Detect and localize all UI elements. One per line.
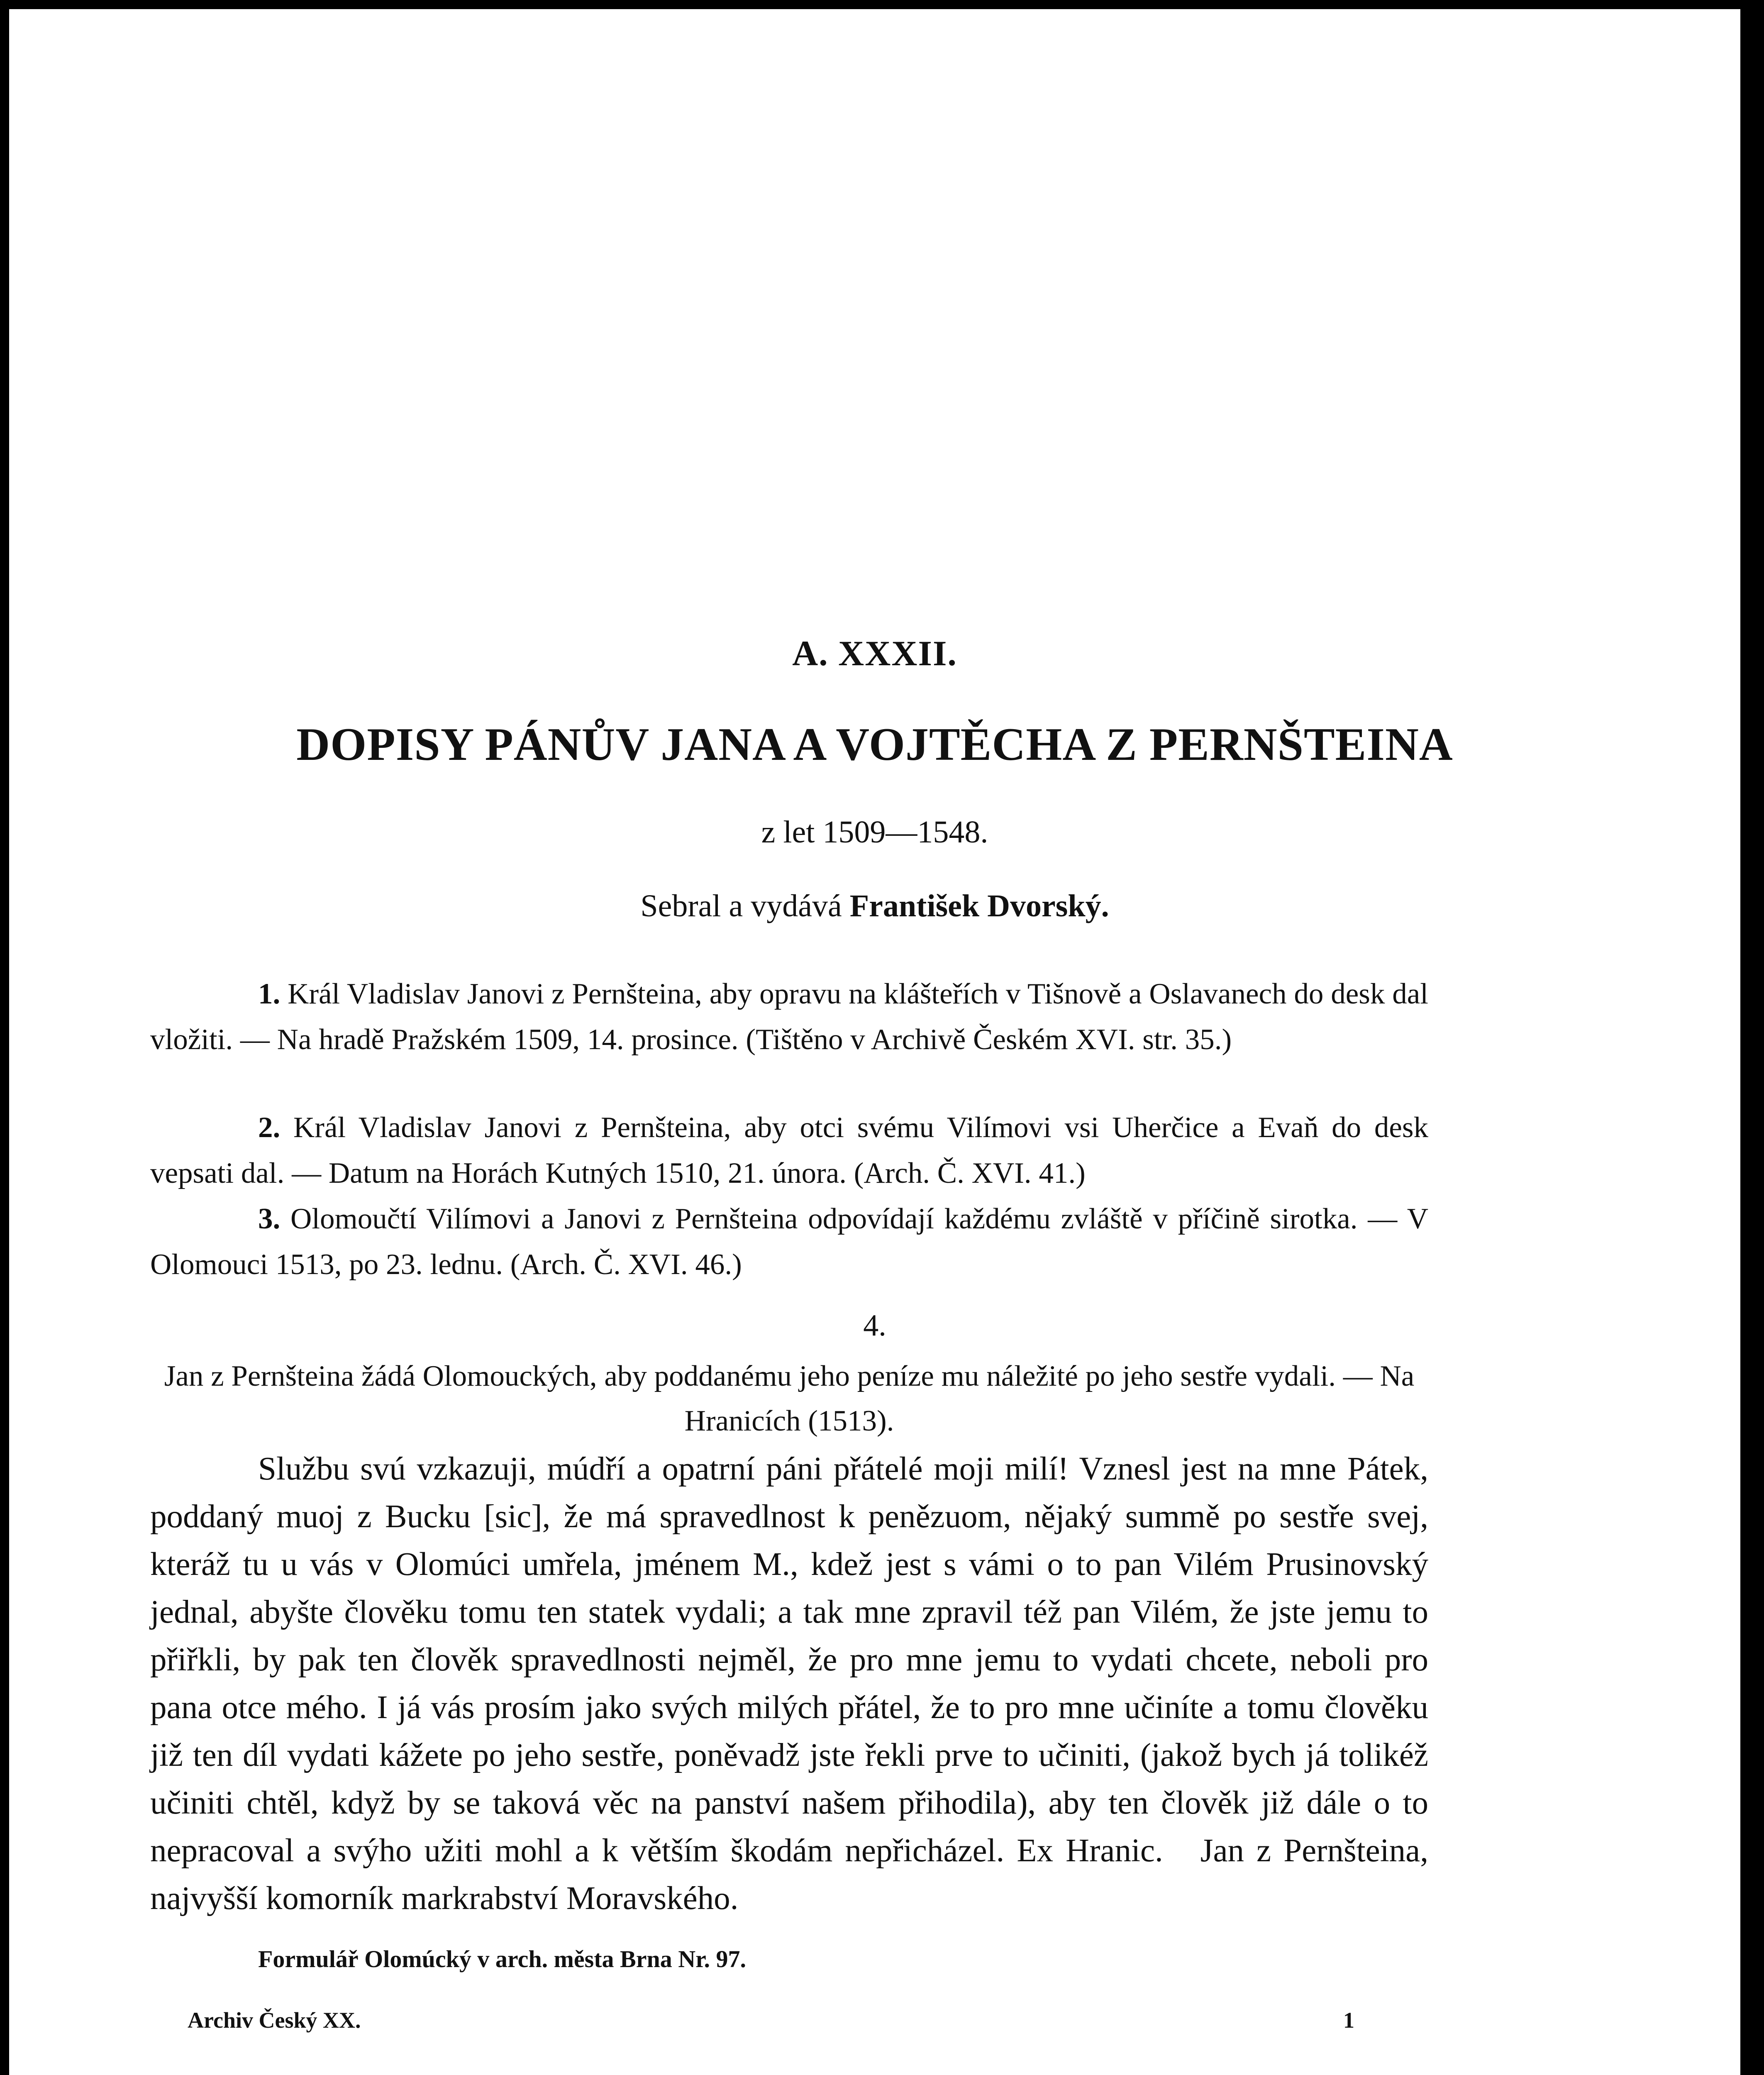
editor-line xyxy=(9,888,1740,924)
page-title: DOPISY PÁNŮV JANA A VOJTĚCHA Z PERNŠTEINA xyxy=(296,719,1453,770)
document-page xyxy=(9,9,1740,2075)
footer-publication: Archiv Český XX. xyxy=(188,2008,361,2033)
editor-name: František Dvorský. xyxy=(849,889,1109,923)
letter-number: 4. xyxy=(863,1308,886,1343)
entry-1 xyxy=(150,971,1428,1062)
entry-3 xyxy=(150,1196,1428,1287)
letter-body xyxy=(150,1445,1428,1922)
entry-text: Král Vladislav Janovi z Pernšteina, aby opravu na klášteřích v Tišnově a Oslavanech do desk dal vložiti. — Na hradě Pražském 1509, 14. prosince. (Tištěno v Archivě Českém XVI. str. 35.) xyxy=(150,978,1428,1056)
entry-number: 2. xyxy=(258,1111,281,1144)
entry-number: 1. xyxy=(258,978,281,1010)
series-heading: A. XXXII. xyxy=(792,633,957,673)
entry-2 xyxy=(150,1105,1428,1196)
page-number: 1 xyxy=(1343,2008,1354,2033)
letter-body-text: Službu svú vzkazuji, múdří a opatrní páni přátelé moji milí! Vznesl jest na mne Pátek, poddaný muoj z Bucku [sic], že má spravedlnost k penězuom, nějaký summě po sestře svej, kteráž tu u vás v Olomúci umřela, jménem M., kdež jest s vámi o to pan Vilém Prusinovský jednal, abyšte člověku tomu ten statek vydali; a tak mne zpravil též pan Vilém, že jste jemu to přiřkli, by pak ten člověk spravedlnosti nejměl, že pro mne jemu to vydati chcete, neboli pro pana otce mého. I já vás prosím jako svých milých přátel, že to pro mne učiníte a tomu člověku již ten díl vydati kážete po jeho sestře, poněvadž jste řekli prve to učiniti, (jakož bych já tolikéž učiniti chtěl, když by se taková věc na panství našem přihodila), aby ten člověk již dále o to nepracoval a svýho užiti mohl a k větším škodám nepřicházel. Ex Hranic. xyxy=(150,1451,1428,1869)
editor-prefix: Sebral a vydává xyxy=(640,889,842,923)
entry-number: 3. xyxy=(258,1203,281,1235)
letter-summary: Jan z Pernšteina žádá Olomouckých, aby poddanému jeho peníze mu náležité po jeho sestře vydali. — Na Hranicích (1513). xyxy=(164,1360,1415,1437)
source-note: Formulář Olomúcký v arch. města Brna Nr. 97. xyxy=(258,1946,747,1972)
entry-text: Král Vladislav Janovi z Pernšteina, aby otci svému Vilímovi vsi Uherčice a Evaň do desk vepsati dal. — Datum na Horách Kutných 1510, 21. února. (Arch. Č. XVI. 41.) xyxy=(150,1111,1429,1189)
letter-signature: Jan z Pernšteina, najvyšší komorník markrabství Moravského. xyxy=(150,1833,1428,1916)
date-range: z let 1509—1548. xyxy=(761,815,988,850)
entry-text: Olomoučtí Vilímovi a Janovi z Pernšteina odpovídají každému zvláště v příčině sirotka. — V Olomouci 1513, po 23. lednu. (Arch. Č. XVI. 46.) xyxy=(150,1203,1428,1281)
